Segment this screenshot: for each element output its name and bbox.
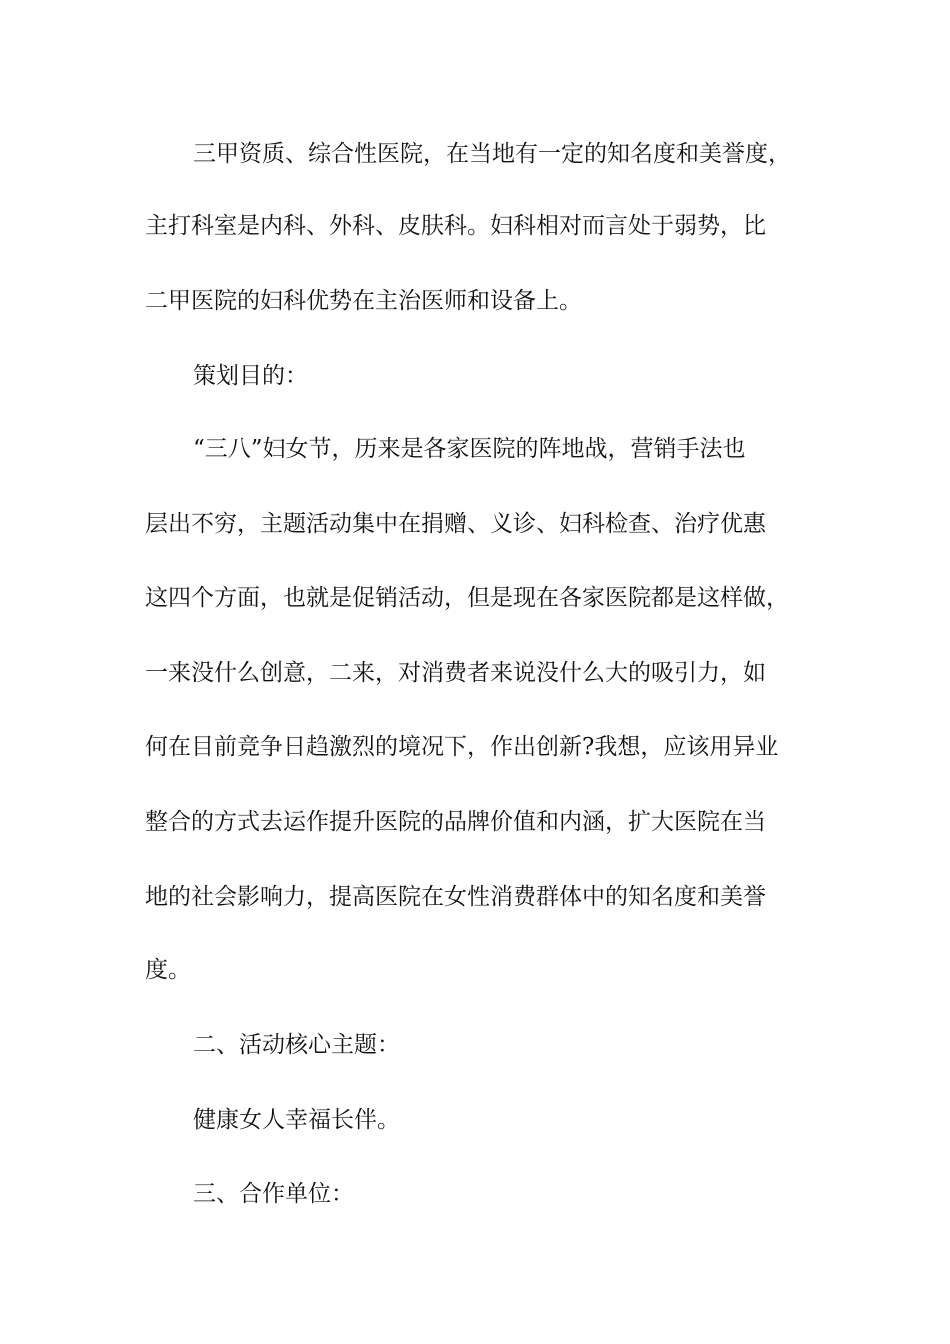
paragraph-line: 地的社会影响力，提高医院在女性消费群体中的知名度和美誉 — [145, 884, 766, 910]
paragraph-line: 整合的方式去运作提升医院的品牌价值和内涵，扩大医院在当 — [145, 809, 766, 835]
paragraph-line: 层出不穷，主题活动集中在捐赠、义诊、妇科检查、治疗优惠 — [145, 511, 766, 537]
paragraph-line: 这四个方面，也就是促销活动，但是现在各家医院都是这样做， — [145, 585, 789, 611]
paragraph-line: 一来没什么创意，二来，对消费者来说没什么大的吸引力，如 — [145, 660, 766, 686]
section-heading: 三、合作单位： — [193, 1181, 354, 1207]
paragraph-line: 何在目前竞争日趋激烈的境况下，作出创新?我想，应该用异业 — [145, 734, 779, 760]
paragraph-line: 二甲医院的妇科优势在主治医师和设备上。 — [145, 288, 582, 314]
paragraph-line: 度。 — [145, 957, 191, 983]
paragraph-line: 三甲资质、综合性医院，在当地有一定的知名度和美誉度， — [193, 141, 791, 167]
paragraph-line: 健康女人幸福长伴。 — [193, 1107, 400, 1133]
paragraph-line: “三八”妇女节，历来是各家医院的阵地战，营销手法也 — [193, 436, 746, 462]
section-heading: 策划目的： — [193, 363, 308, 389]
paragraph-line: 主打科室是内科、外科、皮肤科。妇科相对而言处于弱势，比 — [145, 213, 766, 239]
section-heading: 二、活动核心主题： — [193, 1032, 400, 1058]
